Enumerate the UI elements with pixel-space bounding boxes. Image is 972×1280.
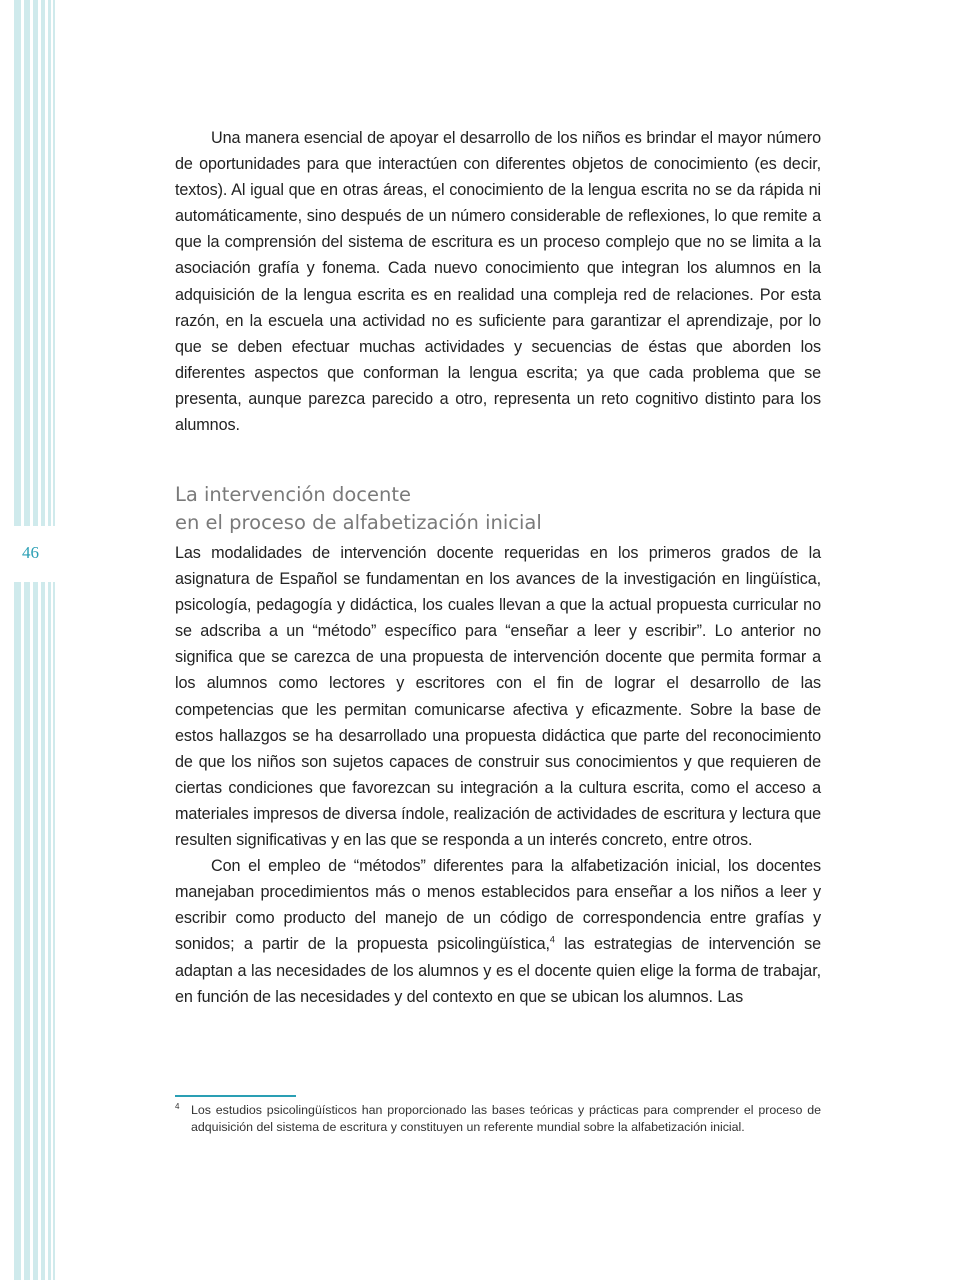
- section-paragraph-2: [175, 853, 821, 1010]
- footnote-marker: 4: [175, 1102, 180, 1111]
- page-number: 46: [22, 543, 39, 562]
- footnote-text: Los estudios psicolingüísticos han proporcionado las bases teóricas y prácticas para comprender el proceso de adquisición del sistema de escritura y constituyen un referente mundial sobre la alfabetización inicial.: [191, 1103, 821, 1134]
- decorative-margin-stripes: [0, 0, 60, 1280]
- section-heading: [175, 481, 821, 537]
- intro-paragraph: Una manera esencial de apoyar el desarrollo de los niños es brindar el mayor número de oportunidades para que interactúen con diferentes objetos de conocimiento (es decir, textos). Al igual que en otras áreas, el conocimiento de la lengua escrita no se da rápida ni automáticamente, sino después de un número considerable de reflexiones, lo que remite a que la comprensión del sistema de escritura es un proceso complejo que no se limita a la asociación grafía y fonema. Cada nuevo conocimiento que integran los alumnos en la adquisición de la lengua escrita es en realidad una compleja red de relaciones. Por esta razón, en la escuela una actividad no es suficiente para garantizar el aprendizaje, por lo que se deben efectuar muchas actividades y secuencias de éstas que aborden los diferentes aspectos que conforman la lengua escrita; ya que cada problema que se presenta, aunque parezca parecido a otro, representa un reto cognitivo distinto para los alumnos.: [175, 129, 821, 435]
- section-body: [175, 540, 821, 1010]
- intro-section: [175, 125, 821, 438]
- paragraph-2-text-end: las estrategias de intervención se adaptan a las necesidades de los alumnos y es el docente quien elige la forma de trabajar, en función de las necesidades y del contexto en que se ubican los alumnos. Las: [175, 935, 822, 1006]
- footnote-divider: [175, 1095, 296, 1097]
- footnote-reference: 4: [549, 935, 555, 946]
- footnote: [175, 1102, 821, 1135]
- paragraph-2-text-start: Con el empleo de “métodos” diferentes para la alfabetización inicial, los docentes manejaban procedimientos más o menos establecidos para enseñar a los niños a leer y escribir como producto del manejo de un código de correspondencia entre grafías y sonidos; a partir de la propuesta psicolingüística,: [175, 857, 821, 954]
- section-heading-line1: La intervención docente: [175, 483, 411, 506]
- section-paragraph-1: Las modalidades de intervención docente requeridas en los primeros grados de la asignatura de Español se fundamentan en los avances de la investigación en lingüística, psicología, pedagogía y didáctica, los cuales llevan a que la actual propuesta curricular no se adscriba a un “método” específico para “enseñar a leer y escribir”. Lo anterior no significa que se carezca de una propuesta de intervención docente que permita formar a los alumnos como lectores y escritores con el fin de lograr el desarrollo de las competencias que les permitan comunicarse afectiva y eficazmente. Sobre la base de estos hallazgos se ha desarrollado una propuesta didáctica que parte del reconocimiento de que los niños son sujetos capaces de construir sus conocimientos y que requieren de ciertas condiciones que favorezcan su integración a la cultura escrita, como el acceso a materiales impresos de diversa índole, realización de actividades de escritura y lectura que resulten significativas y en las que se responda a un interés concreto, entre otros.: [175, 544, 821, 850]
- section-heading-line2: en el proceso de alfabetización inicial: [175, 511, 542, 534]
